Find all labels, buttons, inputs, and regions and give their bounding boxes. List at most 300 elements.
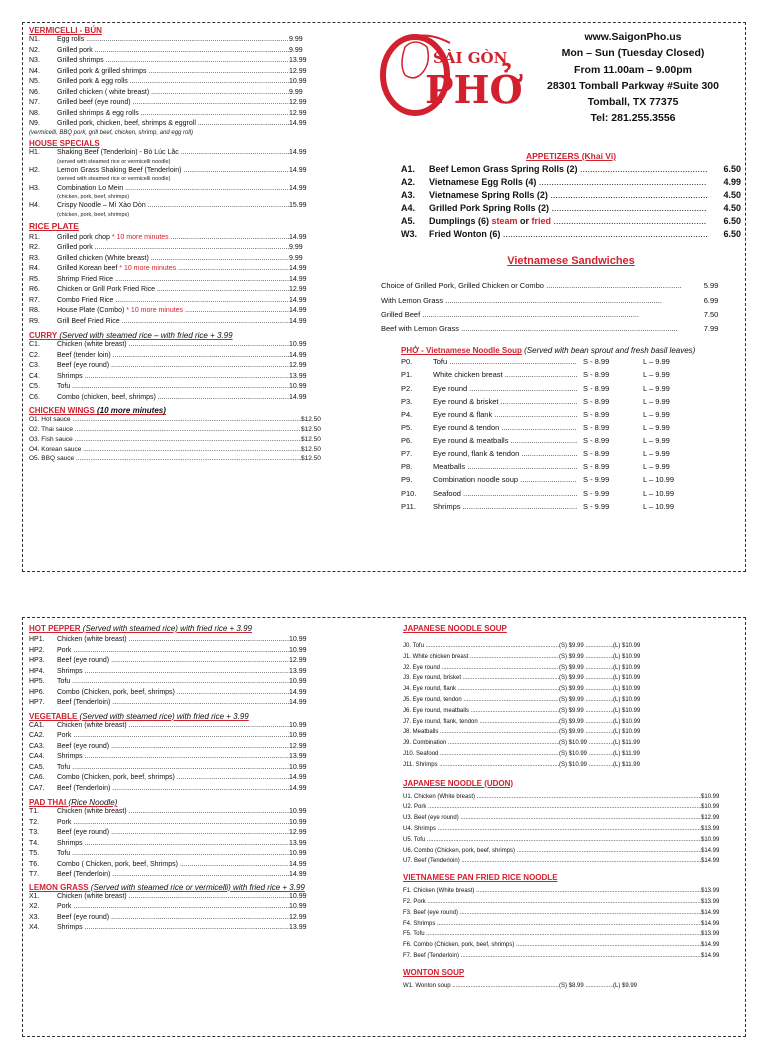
item-name-text: Beef (eye round) [57,742,110,750]
item-code: X1. [29,892,40,900]
menu-item [29,393,329,404]
menu-item [29,773,329,784]
item-code: R6. [29,286,40,294]
hot-pepper-note: (Served with steamed rice) with fried rice + 3.99 [80,624,252,633]
item-name-text: Grilled pork & grilled shrimps [57,67,147,75]
pan-fried-list [403,886,741,962]
item-name-text: Crispy Noodle – Mì Xào Dòn [57,202,146,210]
item-name [403,981,559,992]
item-price: 9.99 [289,254,303,262]
menu-item [29,646,329,657]
small-price [559,706,613,717]
small-price: S - 8.99 [583,462,610,472]
menu-item [29,892,329,903]
menu-item [401,189,741,202]
item-code: N5. [29,78,40,85]
item-name [57,382,289,393]
item-price: 12.99 [289,99,307,106]
item-code: P3. [401,396,413,406]
item-code: N8. [29,109,40,117]
item-name [57,372,289,383]
item-name [57,763,289,774]
pho-heading [401,346,741,355]
item-name [433,460,577,473]
section-title [29,406,329,415]
item-price: 13.99 [289,57,307,64]
item-name-text: Shrimps [57,667,83,675]
item-name [381,308,681,322]
menu-item [401,382,741,395]
item-name-text: J6. Eye round, meatballs [403,707,470,714]
small-price: S - 8.99 [583,383,610,393]
item-name [57,807,289,818]
item-name-text: Chicken (white breast) [57,636,127,643]
vegetable-title: VEGETABLE [29,711,78,721]
menu-item [29,454,329,464]
item-code: P10. [401,488,417,498]
item-code: X4. [29,924,40,931]
hot-pepper-title: HOT PEPPER [29,624,81,633]
menu-item [401,202,741,215]
item-name [403,717,559,728]
item-name [57,902,289,913]
item-price: $14.99 [701,847,720,854]
item-code: HP6. [29,688,45,696]
item-name-text: Choice of Grilled Pork, Grilled Chicken or Combo [381,281,544,291]
item-extra-note: * 10 more minutes [117,265,177,273]
menu-item [29,35,329,46]
curry-title: CURRY [29,331,58,341]
menu-item [29,361,329,372]
item-name-text: J0. Tofu [403,643,424,649]
menu-item [401,355,741,368]
item-name-text: Grilled pork & egg rolls [57,78,128,85]
item-name [57,818,289,829]
item-code: CA6. [29,774,45,781]
item-name [403,824,701,835]
menu-item [403,802,741,813]
small-price: S - 8.99 [583,370,610,380]
item-name-text: Grilled Beef [381,309,421,319]
item-name [403,856,701,867]
item-name [429,202,707,215]
item-name [433,434,577,447]
menu-item [381,308,741,322]
item-code: P6. [401,436,413,446]
item-price: $12.50 [301,416,321,424]
item-name-text: Pork [57,646,72,654]
item-price: 13.99 [289,372,307,380]
menu-item [401,408,741,421]
item-name-text: Eye round & meatballs [433,436,509,446]
large-price: (L) $11.99 [613,750,640,757]
item-name [57,109,289,120]
item-price: 10.99 [289,732,307,739]
large-price: (L) $10.99 [613,664,641,671]
item-name [433,500,577,513]
item-name-text: Shrimps [57,753,83,760]
small-price: S - 8.99 [583,449,610,459]
small-price [559,684,613,695]
item-price: $13.99 [701,825,720,832]
menu-item [29,109,329,120]
item-price: 10.99 [289,903,307,910]
item-name [403,695,559,706]
large-price: L – 10.99 [643,488,674,498]
item-name-text: O2. Thai sauce [29,426,73,434]
item-name [403,886,701,897]
menu-item [29,445,329,455]
item-name-text: Grilled beef (eye round) [57,99,131,106]
item-code: P11. [401,501,416,511]
item-name-text: F6. Combo (Chicken, pork, beef, shrimps) [403,942,515,949]
item-code: C3. [29,362,40,370]
item-code: R2. [29,244,40,252]
item-name [57,77,289,88]
item-name [57,166,289,177]
item-price: $14.99 [701,909,720,916]
pho-list [401,355,741,513]
item-name [57,46,289,57]
item-name [57,839,289,850]
item-name [403,951,701,962]
item-name-text: U7. Beef (Tenderloin) [403,858,460,865]
item-name [381,294,681,308]
item-price: 6.99 [703,295,719,305]
item-code: N2. [29,46,40,54]
item-name [433,355,577,368]
small-price: S - 8.99 [583,422,610,432]
item-code: T3. [29,829,40,836]
menu-item [29,870,329,881]
item-name [57,243,289,254]
menu-item [29,435,329,445]
pad-thai-list [29,807,329,881]
item-price: 9.99 [289,244,303,252]
large-price: (L) $10.99 [613,686,641,693]
item-name-text: Beef (eye round) [57,913,110,921]
item-code: A5. [401,216,416,227]
vermicelli-list [29,35,329,130]
item-name-text: J11. Shrimps [403,761,438,768]
item-name-text: Chicken or Grill Pork Fried Rice [57,286,156,294]
item-code: A3. [401,190,416,201]
menu-item [29,46,329,57]
menu-item [29,306,329,317]
menu-item [403,824,741,835]
item-price: 14.99 [289,307,307,315]
small-price: S - 8.99 [583,396,610,406]
item-code: T1. [29,808,40,815]
item-price: 9.99 [289,46,303,54]
menu-item [29,860,329,871]
item-code: P0. [401,357,413,367]
small-price: S - 8.99 [583,436,610,446]
large-price: L – 9.99 [643,396,670,406]
menu-page-1 [22,22,746,572]
item-name-text: Grilled Pork Spring Rolls (2) [429,203,550,214]
item-price: 10.99 [289,383,307,391]
item-code: H2. [29,166,40,174]
logo-graphic [375,27,535,117]
lemon-grass-title: LEMON GRASS [29,882,89,892]
small-price: S - 9.99 [583,501,610,511]
item-name-text: Combo ( Chicken, pork, beef, Shrimps) [57,860,178,868]
item-code: R4. [29,265,40,273]
item-code: HP1. [29,636,45,643]
menu-item [403,652,741,663]
menu-item [29,731,329,742]
item-code: N4. [29,67,40,75]
item-name [57,698,289,709]
item-name-text: Grilled shrimps & egg rolls [57,109,139,117]
menu-item [29,752,329,763]
vegetable-note: (Served with steamed rice) with fried rice + 3.99 [77,711,249,721]
item-name [57,913,289,924]
item-name [57,667,289,678]
item-name-text: Grilled Korean beef [57,265,118,273]
item-price: $14.99 [701,858,720,865]
item-name [403,813,701,824]
item-code: HP2. [29,646,45,654]
item-price: 6.50 [723,216,741,227]
menu-item [403,695,741,706]
item-price: 12.99 [289,67,307,75]
item-name-text: Combo Fried Rice [57,296,114,304]
item-name [381,279,681,293]
item-price: 14.99 [289,393,307,401]
item-price: 14.99 [289,688,307,696]
item-name [433,447,577,460]
item-name-text: Eye round & flank [433,409,493,419]
item-price: 12.99 [289,109,307,117]
item-name-text: F4. Shrimps [403,920,436,927]
item-name [57,264,289,275]
item-price: $12.99 [701,815,720,822]
item-code: T5. [29,850,40,857]
item-code: R5. [29,275,40,283]
item-name-text: Vietnamese Spring Rolls (2) [429,190,548,201]
wings-title: CHICKEN WINGS [29,406,95,416]
item-name-text: Beef (Tenderloin) [57,699,111,706]
item-name [433,395,577,408]
menu-item [403,760,741,771]
item-code: X3. [29,913,40,921]
curry-note: (Served with steamed rice – with fried rice + 3.99 [57,331,233,341]
menu-item [29,317,329,328]
item-price: $13.99 [701,888,720,895]
item-name [381,322,681,336]
item-name [57,233,289,244]
item-name [57,201,289,212]
item-name-text: F3. Beef (eye round) [403,909,459,916]
item-extra-note: * 10 more minutes [109,233,169,241]
section-title: VERMICELLI - BÚN [29,26,102,35]
item-code: H3. [29,184,40,192]
menu-item [29,77,329,88]
item-name-text: Egg rolls [57,36,85,43]
item-price: 14.99 [289,166,307,174]
large-price: (L) $9.99 [613,982,638,989]
small-price [559,760,613,771]
item-name-text: Tofu [57,763,71,771]
item-code: R3. [29,254,40,262]
fried-option: fried [531,216,552,227]
item-name [403,929,701,940]
small-price-text: (S) $9.99 [559,729,584,736]
item-name [57,752,289,763]
item-name [57,923,289,934]
item-name [57,35,289,46]
large-price: L – 9.99 [643,462,670,472]
restaurant-info [523,29,743,127]
item-description: (chicken, pork, beef, shrimps) [57,194,130,201]
menu-item [401,228,741,241]
item-price: 10.99 [289,78,307,85]
item-price: 14.99 [289,275,307,283]
item-name [29,435,301,445]
menu-item [403,673,741,684]
small-price [559,749,613,760]
steam-option: steam [491,216,518,227]
item-name [57,119,289,130]
item-name [403,846,701,857]
item-code: N9. [29,120,40,127]
item-name [403,684,559,695]
item-name [57,67,289,78]
menu-item [29,656,329,667]
item-name-text: Tofu [57,850,71,857]
item-code: CA2. [29,732,45,739]
small-price [559,641,613,652]
item-price: $14.99 [701,952,720,959]
item-name [57,731,289,742]
item-name [403,641,559,652]
item-code: CA5. [29,763,45,771]
item-name-text: U4. Shrimps [403,825,437,832]
item-name [403,940,701,951]
item-price: 4.99 [723,177,741,188]
item-name-text: Pork [57,818,72,826]
menu-item [29,382,329,393]
menu-item [29,698,329,709]
item-price: 12.99 [289,742,307,750]
item-code: T4. [29,839,40,847]
menu-item [403,792,741,803]
item-name [57,340,289,351]
item-name [57,742,289,753]
website-link[interactable]: www.SaigonPho.us [584,31,682,43]
menu-item [29,828,329,839]
menu-item [403,727,741,738]
house-specials-list [29,148,329,219]
item-code: R9. [29,317,40,325]
item-price: 14.99 [289,265,307,273]
menu-item [403,846,741,857]
item-name [403,727,559,738]
item-price: 13.99 [289,753,307,760]
menu-item [403,940,741,951]
item-code: R8. [29,307,40,315]
item-name-text: Grilled pork, chicken, beef, shrimps & eggroll [57,120,196,127]
menu-item [403,886,741,897]
small-price-text: (S) $10.99 [559,740,588,747]
item-name [429,215,707,228]
phone-text[interactable]: Tel: 281.255.3556 [590,112,676,125]
small-price [559,652,613,663]
item-name [433,473,577,486]
item-name-text: Seafood [433,488,461,498]
item-name [403,802,701,813]
item-name-text: O1. Hot sauce [29,416,71,424]
menu-item [403,663,741,674]
menu-item [29,340,329,351]
item-name [57,98,289,109]
item-name-text: Beef (eye round) [57,829,110,836]
item-name-text: Combo (Chicken, pork, beef, shrimps) [57,774,175,781]
item-code: A4. [401,203,416,214]
appetizers-title: APPETIZERS (Khai Vi) [525,151,617,161]
menu-item [401,460,741,473]
item-name [433,487,577,500]
menu-item [29,807,329,818]
large-price: (L) $10.99 [613,707,641,714]
menu-item [29,67,329,78]
item-code: HP5. [29,678,45,685]
item-price: 12.99 [289,913,307,921]
item-name [433,368,577,381]
item-price: $14.99 [701,920,720,927]
item-code: R7. [29,296,40,304]
item-name [403,792,701,803]
section-title [29,798,329,807]
logo-line2: PHỞ [425,67,523,112]
item-name-text: Chicken (white breast) [57,808,127,815]
item-price: 14.99 [289,296,307,304]
menu-item [403,856,741,867]
item-code: CA3. [29,742,45,750]
menu-page-2 [22,617,746,1037]
section-title: HOUSE SPECIALS [29,139,100,149]
menu-item [29,166,329,177]
small-price-text: (S) $9.99 [559,696,584,703]
item-name-text: J1. White chicken breast [403,653,469,660]
item-name [403,760,559,771]
item-name-text: Eye round & tendon [433,422,500,432]
item-price: 10.99 [289,808,307,815]
section-title [29,624,329,633]
item-name-text: O5. BBQ sauce [29,455,75,463]
menu-item [29,201,329,212]
pad-thai-note: (Rice Noodle) [66,798,118,807]
item-code: N1. [29,36,40,43]
large-price: (L) $10.99 [613,675,641,682]
menu-item [29,184,329,195]
item-price: 10.99 [289,892,307,900]
curry-list [29,340,329,403]
item-code: A2. [401,177,416,188]
item-name-text: Beef (eye round) [57,362,110,370]
item-name-text: Grilled chicken (White breast) [57,254,149,262]
small-price-text: (S) $10.99 [559,761,588,768]
item-name-text: U3. Beef (eye round) [403,815,459,822]
item-name-text: Grilled pork chop [57,233,110,241]
item-price: 9.99 [289,36,303,43]
item-name-text: Combination noodle soup [433,475,519,485]
item-name-text: F5. Tofu [403,931,425,938]
lemon-grass-list [29,892,329,934]
item-price: 6.50 [723,229,741,240]
